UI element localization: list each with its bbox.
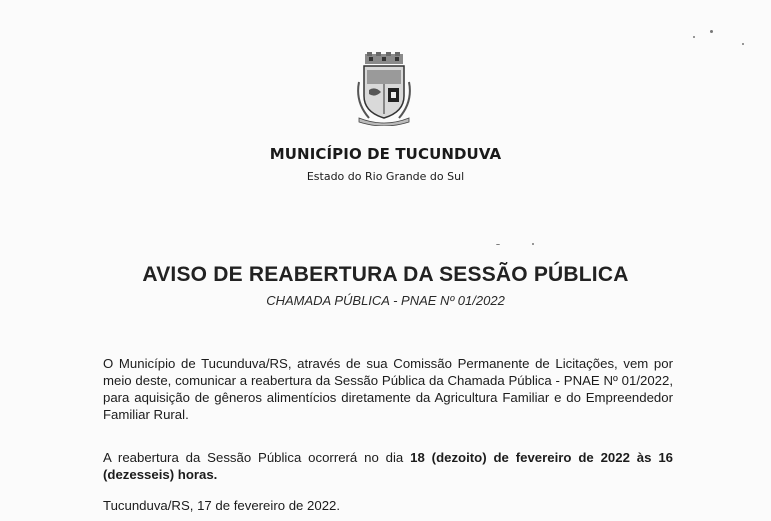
- document-date: Tucunduva/RS, 17 de fevereiro de 2022.: [103, 498, 341, 513]
- scan-speck: [496, 244, 500, 245]
- scan-speck: [742, 43, 744, 45]
- scan-speck: [693, 36, 695, 38]
- body-paragraph-2: [103, 449, 673, 483]
- notice-subtitle: CHAMADA PÚBLICA - PNAE Nº 01/2022: [266, 293, 505, 308]
- reopening-date: 18 (dezoito) de fevereiro de 2022 às 16 (dezesseis) horas.: [103, 450, 673, 482]
- state-name: Estado do Rio Grande do Sul: [306, 170, 465, 183]
- scan-speck: [532, 243, 534, 245]
- coat-of-arms-icon: [355, 52, 413, 126]
- scan-speck: [710, 30, 713, 33]
- reopening-text: A reabertura da Sessão Pública ocorrerá no dia: [103, 450, 411, 465]
- municipality-name: MUNICÍPIO DE TUCUNDUVA: [269, 145, 502, 163]
- notice-title: AVISO DE REABERTURA DA SESSÃO PÚBLICA: [142, 263, 629, 286]
- body-paragraph-1: O Município de Tucunduva/RS, através de sua Comissão Permanente de Licitações, vem por meio deste, comunicar a reabertura da Sessão Pública da Chamada Pública - PNAE Nº 01/2022, para aquisição de gêneros alimentícios diretamente da Agricultura Familiar e do Empreendedor Familiar Rural.: [103, 356, 673, 422]
